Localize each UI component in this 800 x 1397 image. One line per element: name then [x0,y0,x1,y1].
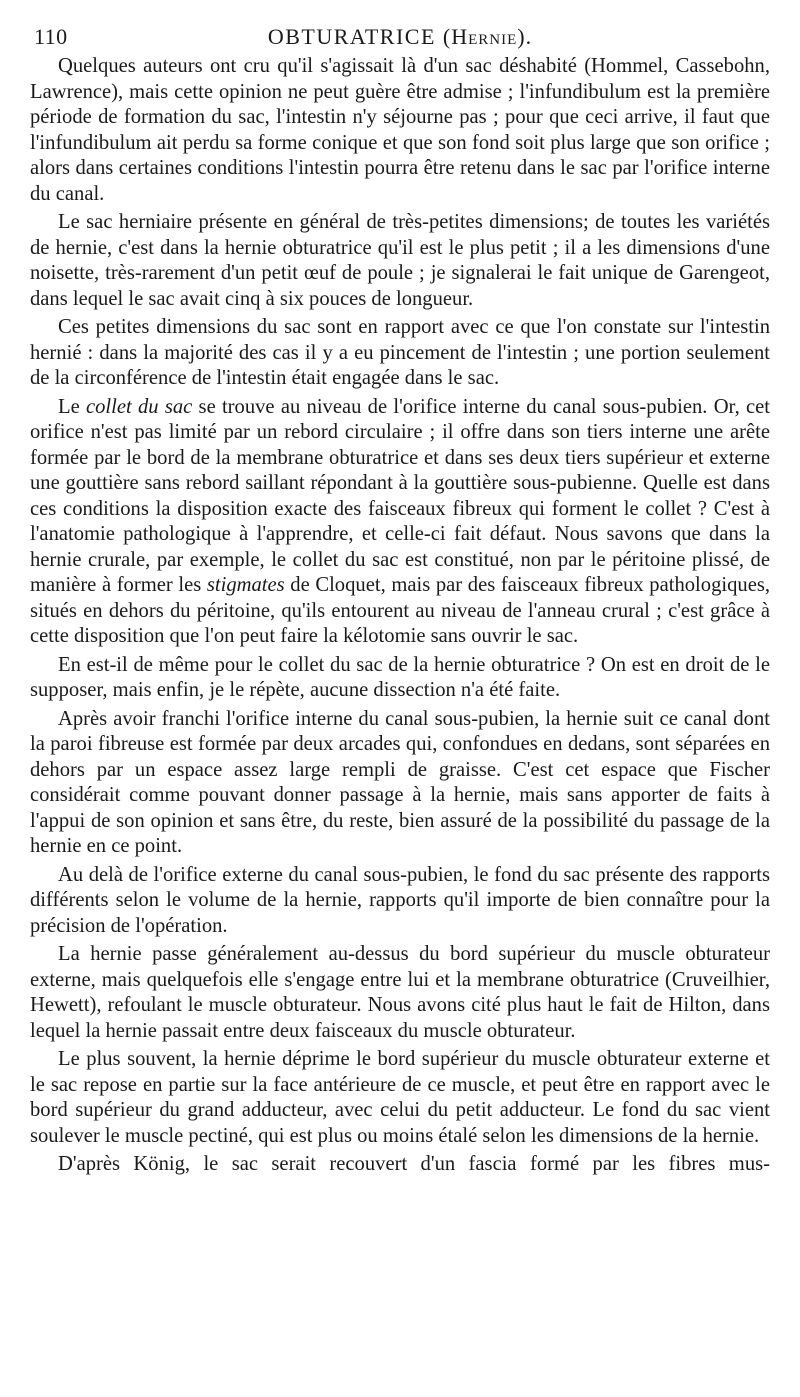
document-page [30,22,770,1178]
running-title [30,22,770,52]
paragraph-4-middle: se trouve au niveau de l'orifice interne du canal sous-pubien. Or, cet orifice n'est pas limité par un rebord circulaire ; il offre dans son tiers interne une arête formée par le bord de la membrane obturatrice et dans ses deux tiers supérieur et externe une gouttière sans rebord saillant répondant à la gouttière sous-pubienne. Quelle est dans ces conditions la disposition exacte des faisceaux fibreux qui forment le collet ? C'est à l'anatomie pathologique à l'apprendre, et celle-ci fait défaut. Nous savons que dans la hernie crurale, par exemple, le collet du sac est constitué, non par le péritoine plissé, de manière à former les [30,395,770,596]
paragraph-7: Au delà de l'orifice externe du canal sous-pubien, le fond du sac présente des rapports différents selon le volume de la hernie, rapports qu'il importe de bien connaître pour la précision de l'opération. [30,863,770,937]
paragraph-10: D'après König, le sac serait recouvert d'un fascia formé par les fibres mus- [58,1153,770,1175]
running-header [30,22,770,52]
paragraph-2: Le sac herniaire présente en général de très-petites dimensions; de toutes les variétés de hernie, c'est dans la hernie obturatrice qu'il est le plus petit ; il a les dimensions d'une noisette, très-rarement d'un petit œuf de poule ; je signalerai le fait unique de Garengeot, dans lequel le sac avait cinq à six pouces de longueur. [30,211,770,310]
page-number: 110 [34,24,68,49]
paragraph-8: La hernie passe généralement au-dessus du bord supérieur du muscle obturateur externe, mais quelquefois elle s'engage entre lui et la membrane obturatrice (Cruveilhier, Hewett), refoulant le muscle obturateur. Nous avons cité plus haut le fait de Hilton, dans lequel la hernie passait entre deux faisceaux du muscle obturateur. [30,943,770,1042]
paragraph-9: Le plus souvent, la hernie déprime le bord supérieur du muscle obturateur externe et le sac repose en partie sur la face antérieure de ce muscle, et peut être en rapport avec le bord supérieur du grand adducteur, avec celui du petit adducteur. Le fond du sac vient soulever le muscle pectiné, qui est plus ou moins étalé selon les dimensions de la hernie. [30,1048,770,1147]
paragraph-3: Ces petites dimensions du sac sont en rapport avec ce que l'on constate sur l'intestin hernié : dans la majorité des cas il y a eu pincement de l'intestin ; une portion seulement de la circonférence de l'intestin était engagée dans le sac. [30,316,770,389]
running-title-main: OBTURATRICE [267,24,436,49]
term-stigmates: stigmates [206,574,285,596]
paragraph-4-end: de Cloquet, mais par des faisceaux fibreux pathologiques, situés en dehors du péritoine, qu'ils entourent au niveau de l'anneau crural ; c'est grâce à cette disposition que l'on peut faire la kélotomie sans ouvrir le sac. [30,574,770,647]
running-title-sub: (Hernie). [442,24,533,49]
paragraph-4 [30,395,770,650]
paragraph-5: En est-il de même pour le collet du sac de la hernie obturatrice ? On est en droit de le supposer, mais enfin, je le répète, aucune dissection n'a été faite. [30,653,770,701]
body-text [30,54,770,1178]
paragraph-4-start: Le [58,395,86,418]
term-collet-du-sac: collet du sac [85,395,193,418]
paragraph-1: Quelques auteurs ont cru qu'il s'agissait là d'un sac déshabité (Hommel, Cassebohn, Lawrence), mais cette opinion ne peut guère être admise ; l'infundibulum est la première période de formation du sac, l'intestin n'y séjourne pas ; pour que ceci arrive, il faut que l'infundibulum ait perdu sa forme conique et que son fond soit plus large que son orifice ; alors dans certaines conditions l'intestin pourra être retenu dans le sac par l'orifice interne du canal. [30,55,770,205]
paragraph-6: Après avoir franchi l'orifice interne du canal sous-pubien, la hernie suit ce canal dont la paroi fibreuse est formée par deux arcades qui, confondues en dedans, sont séparées en dehors par un espace assez large rempli de graisse. C'est cet espace que Fischer considérait comme pouvant donner passage à la hernie, mais sans apporter de faits à l'appui de son opinion et sans être, du reste, bien assuré de la possibilité du passage de la hernie en ce point. [30,707,770,857]
